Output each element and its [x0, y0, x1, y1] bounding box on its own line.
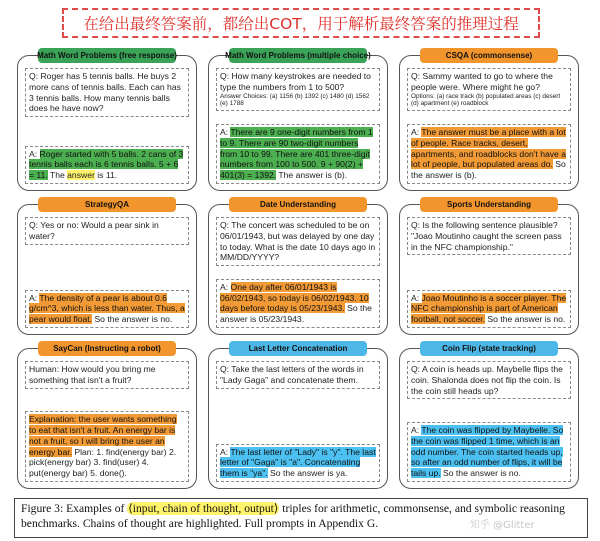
caption-suffix: triples for arithmetic, commonsense, and symbolic reasoning benchmarks. Chains of thought are highlighted. Full prompts in Appendix G.	[21, 502, 565, 530]
card-question	[25, 217, 189, 245]
card-math-multiple-choice	[208, 51, 388, 191]
card-answer	[25, 146, 189, 184]
watermark: 知乎 @Glitter	[470, 520, 535, 531]
chain-of-thought: The answer must be a place with a lot of people. Race tracks, desert, apartments, and roadblocks don't have a lot of people, but populated areas do.	[411, 127, 566, 170]
answer-prefix: A:	[29, 148, 40, 159]
card-answer	[25, 411, 189, 482]
card-title: Math Word Problems (free response)	[38, 48, 176, 63]
question-text: Q: Roger has 5 tennis balls. He buys 2 more cans of tennis balls. Each can has 3 tennis balls. How many tennis balls does he have now?	[29, 71, 181, 114]
card-csqa	[399, 51, 579, 191]
card-title: Last Letter Concatenation	[229, 341, 367, 356]
chain-of-thought: Joao Moutinho is a soccer player. The NFC championship is part of American football, not soccer.	[411, 292, 567, 325]
card-question	[216, 217, 380, 266]
answer-prefix: A:	[411, 292, 422, 303]
card-answer	[407, 124, 571, 184]
card-title: CSQA (commonsense)	[420, 48, 558, 63]
answer-choices: Answer Choices: (a) 1156 (b) 1392 (c) 1480 (d) 1562 (e) 1788	[220, 92, 370, 108]
question-text: Q: How many keystrokes are needed to type the numbers from 1 to 500?	[220, 71, 371, 92]
card-date-understanding	[208, 200, 388, 335]
card-question	[407, 361, 571, 399]
card-answer	[216, 444, 380, 482]
chain-of-thought: The coin was flipped by Maybelle. So the coin was flipped 1 time, which is an odd number. The coin started heads up, so after an odd number of flips, it will be tails up.	[411, 425, 564, 479]
card-title: Coin Flip (state tracking)	[420, 341, 558, 356]
answer-prefix: A:	[411, 127, 422, 138]
card-question	[25, 68, 189, 117]
chain-of-thought: The last letter of "Lady" is "y". The last letter of "Gaga" is "a". Concatenating them is "ya".	[220, 446, 376, 479]
question-text: Q: Is the following sentence plausible? "Joao Moutinho caught the screen pass in the NFC championship."	[411, 220, 562, 252]
banner-note: 在给出最终答案前，都给出COT，用于解析最终答案的推理过程	[62, 8, 540, 38]
chain-of-thought: There are 9 one-digit numbers from 1 to 9. There are 90 two-digit numbers from 10 to 99. There are 401 three-digit numbers from 100 to 500. 9 + 90(2) + 401(3) = 1392.	[220, 127, 373, 181]
chain-of-thought: Roger started with 5 balls. 2 cans of 3 tennis balls each is 6 tennis balls. 5 + 6 = 11.	[29, 148, 184, 181]
card-answer	[407, 290, 571, 328]
answer-output: So the answer is no.	[92, 314, 173, 325]
card-question	[407, 217, 571, 255]
caption-highlight: ⟨input, chain of thought, output⟩	[128, 502, 279, 515]
card-question	[407, 68, 571, 111]
answer-word: answer	[67, 170, 95, 181]
card-question	[216, 361, 380, 389]
answer-output: Plan: 1. find(energy bar) 2. pick(energy bar) 3. find(user) 4. put(energy bar) 5. done().	[29, 446, 177, 479]
card-answer	[25, 290, 189, 328]
card-saycan	[17, 344, 197, 489]
answer-prefix: A:	[220, 281, 231, 292]
card-strategyqa	[17, 200, 197, 335]
card-answer	[216, 124, 380, 184]
question-text: Q: Sammy wanted to go to where the people were. Where might he go?	[411, 71, 553, 92]
caption-prefix: Figure 3: Examples of	[21, 502, 128, 515]
chain-of-thought: One day after 06/01/1943 is 06/02/1943, so today is 06/02/1943. 10 days before today is 05/23/1943.	[220, 281, 369, 314]
answer-output: So the answer is no.	[485, 314, 566, 325]
card-title: StrategyQA	[38, 197, 176, 212]
card-last-letter-concatenation	[208, 344, 388, 489]
answer-output: So the answer is 05/23/1943.	[220, 303, 372, 325]
question-text: Q: The concert was scheduled to be on 06/01/1943, but was delayed by one day to today. What is the date 10 days ago in MM/DD/YYYY?	[220, 220, 376, 263]
card-math-free-response	[17, 51, 197, 191]
answer-prefix: A:	[29, 292, 40, 303]
question-text: Q: Take the last letters of the words in "Lady Gaga" and concatenate them.	[220, 364, 364, 385]
chain-of-thought: The density of a pear is about 0.6 g/cm^3, which is less than water. Thus, a pear would float.	[29, 292, 185, 325]
question-text: Q: Yes or no: Would a pear sink in water?	[29, 220, 159, 241]
answer-output: So the answer is ya.	[267, 468, 348, 479]
answer-output: So the answer is (b).	[411, 159, 566, 181]
answer-output: The answer is (b).	[276, 170, 348, 181]
card-title: Sports Understanding	[420, 197, 558, 212]
card-coin-flip	[399, 344, 579, 489]
answer-output: So the answer is no.	[440, 468, 521, 479]
card-question	[216, 68, 380, 111]
card-question	[25, 361, 189, 389]
answer-prefix: A:	[220, 446, 231, 457]
answer-choices: Options: (a) race track (b) populated areas (c) desert (d) apartment (e) roadblock	[411, 92, 561, 108]
answer-output: is 11.	[94, 170, 118, 181]
card-answer	[407, 422, 571, 482]
card-title: Math Word Problems (multiple choice)	[229, 48, 367, 63]
card-title: SayCan (Instructing a robot)	[38, 341, 176, 356]
card-title: Date Understanding	[229, 197, 367, 212]
card-sports-understanding	[399, 200, 579, 335]
question-text: Q: A coin is heads up. Maybelle flips the coin. Shalonda does not flip the coin. Is the coin still heads up?	[411, 364, 563, 396]
answer-prefix: A:	[411, 425, 422, 436]
card-answer	[216, 279, 380, 328]
answer-prefix: A:	[220, 127, 231, 138]
answer-mid: The	[47, 170, 68, 181]
question-text: Human: How would you bring me something that isn't a fruit?	[29, 364, 156, 385]
chain-of-thought: Explanation: the user wants something to eat that isn't a fruit. An energy bar is not a fruit, so I will bring the user an energy bar.	[29, 414, 177, 457]
